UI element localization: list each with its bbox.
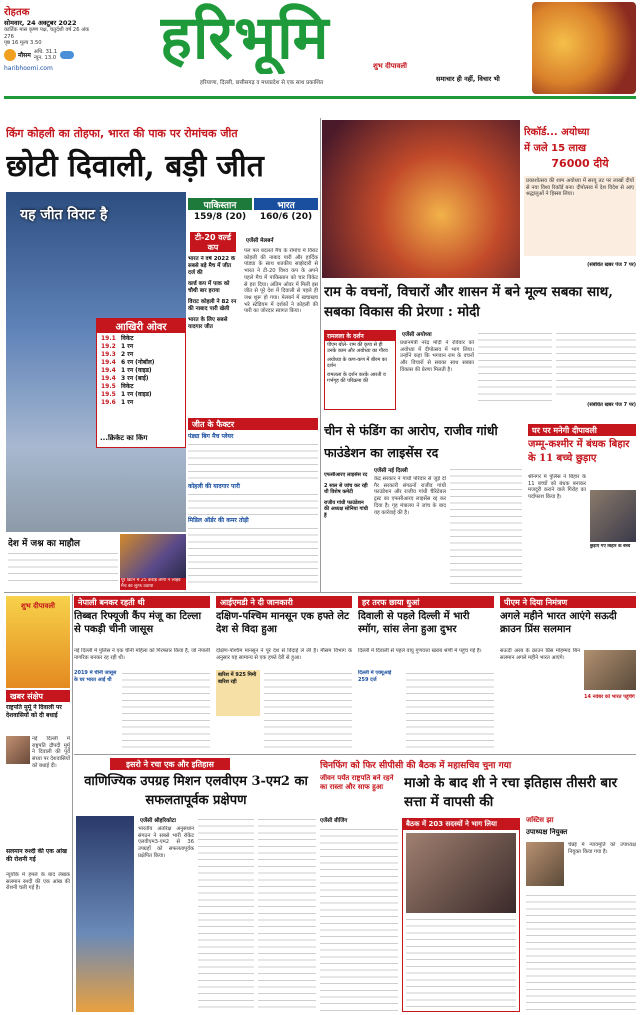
modi-box-item: पीएम बोले- राम की कृपा से ही उनके काम और अयोध्या का गौरव bbox=[327, 342, 388, 355]
row2-quote: 2019 में चीनी जासूस के घर भारत आई थी bbox=[74, 670, 117, 683]
china-party-box-title: बैठक में 203 सदस्यों ने भाग लिया bbox=[403, 819, 519, 830]
row2-side: दिल्ली में एक्यूआई 259 दर्ज bbox=[358, 670, 392, 683]
logo: हरिभूमि bbox=[160, 3, 330, 73]
right-bottom-label: उपाध्यक्ष नियुक्त bbox=[526, 828, 568, 836]
row2-headline: दक्षिण-पश्चिम मानसून एक हफ्ते लेट देश से विदा हुआ bbox=[216, 611, 350, 635]
last-over-row bbox=[101, 391, 181, 399]
issue-date: सोमवार, 24 अक्टूबर 2022 bbox=[4, 19, 77, 27]
row2-band: पीएम ने दिया निमंत्रण bbox=[500, 596, 636, 608]
masthead-rule bbox=[4, 96, 636, 99]
china-side-item: एफसीआरए लाइसेंस रद bbox=[324, 472, 368, 478]
over-ball: 19.5 bbox=[101, 391, 116, 398]
cloud-icon bbox=[60, 51, 74, 59]
celebration-text bbox=[8, 550, 118, 586]
row2-body: दक्षिण-पश्चिम मानसून ने पूरे देश से विदाई ले ली है। मौसम विभाग के अनुसार यह सामान्य से एक हफ्ते देरी से हुआ। bbox=[216, 648, 352, 661]
celebration-head: देश में जश्न का माहौल bbox=[8, 539, 81, 548]
celebration-caption: पूरे ब्रिटेन में 25 करोड़ लोगों ने लाइव मैच का लुत्फ उठाया bbox=[120, 578, 186, 590]
china-side bbox=[324, 472, 370, 592]
festival-badge: शुभ दीपावली bbox=[373, 62, 407, 70]
masthead bbox=[0, 0, 640, 100]
right-bottom-head: जस्टिस झा bbox=[526, 816, 554, 824]
over-result: 1 रन bbox=[121, 399, 134, 406]
row-divider bbox=[74, 754, 636, 755]
over-ball: 19.2 bbox=[101, 343, 116, 350]
last-over-row bbox=[101, 351, 181, 359]
salman-photo bbox=[584, 650, 636, 690]
isro-body-col bbox=[258, 816, 316, 1012]
slogan: समाचार ही नहीं, विचार भी bbox=[436, 75, 500, 83]
modi-box-item: अयोध्या के कण-कण में बीरम का दर्शन bbox=[327, 356, 387, 370]
row-divider bbox=[4, 592, 636, 593]
weather-max-label: अधि. bbox=[33, 48, 44, 55]
over-result: 1 रन (वाइड) bbox=[121, 367, 152, 374]
row2-body: सऊदी अरब के क्राउन प्रिंस मोहम्मद बिन सलमान अगले महीने भारत आएंगे। bbox=[500, 648, 580, 661]
score-ind-label: भारत bbox=[254, 198, 318, 210]
ayodhya-head1: रिकॉर्ड... अयोध्या bbox=[524, 127, 590, 138]
jk-kicker: घर पर मनेगी दीपावली bbox=[528, 424, 636, 436]
china-side-item: राजीव गांधी फाउंडेशन की अध्यक्ष सोनिया गांधी हैं bbox=[324, 499, 368, 519]
modi-body-col bbox=[478, 330, 552, 406]
row2-body-col bbox=[264, 670, 352, 750]
murmu-photo bbox=[6, 736, 30, 764]
last-over-row bbox=[101, 383, 181, 391]
isro-dateline: एजेंसी श्रीहरिकोटा bbox=[140, 818, 176, 824]
row2-side: 14 नवंबर को भारत पहुंचेंगे bbox=[584, 694, 635, 700]
over-result: 2 रन bbox=[121, 351, 134, 358]
score-pak: 159/8 (20) bbox=[193, 212, 247, 222]
ayodhya-note: (संबंधित खबर पेज 7 पर) bbox=[587, 262, 636, 268]
sankshep-item1-body: नई दिल्ली में राष्ट्रपति द्रौपदी मुर्मू ने दिवाली की पूर्व संध्या पर देशवासियों को बधाई दी। bbox=[32, 736, 70, 769]
website[interactable]: haribhoomi.com bbox=[4, 64, 53, 72]
isro-kicker: इसरो ने रचा एक और इतिहास bbox=[110, 758, 230, 770]
modi-box bbox=[324, 330, 396, 410]
lead-kicker: किंग कोहली का तोहफा, भारत की पाक पर रोमांचक जीत bbox=[6, 127, 238, 140]
china-dateline: एजेंसी नई दिल्ली bbox=[374, 468, 408, 474]
column-divider bbox=[320, 118, 321, 592]
right-bottom-text bbox=[526, 892, 636, 1012]
pages-price: पृष्ठ 16 मूल्य 3.50 bbox=[4, 40, 42, 47]
score-pak-label: पाकिस्तान bbox=[188, 198, 252, 210]
ayodhya-head3: 76000 दीये bbox=[551, 157, 609, 170]
factor-text bbox=[188, 441, 318, 481]
photo-caption: यह जीत विराट है bbox=[20, 207, 108, 223]
factor-band: जीत के फैक्टर bbox=[188, 418, 318, 430]
jk-body: श्रीनगर में पुलिस ने बिहार के 11 बच्चों को बंधक बनाकर मजदूरी कराने वाले गिरोह का पर्दाफाश किया है। bbox=[528, 474, 586, 501]
weather-label: मौसम bbox=[18, 52, 31, 60]
sidebar-note: वर्ल्ड कप में पाक को चौथी बार हराया bbox=[188, 281, 230, 294]
modi-box-item: रामलला के दर्शन करके आरती व गर्भगृह की परिक्रमा की bbox=[327, 371, 386, 385]
china-party-pull: जीवन पर्यंत राष्ट्रपति बने रहने का रास्ता और साफ हुआ bbox=[320, 774, 394, 791]
row2-body: नई दिल्ली में पुलिस ने एक चीनी महिला को गिरफ्तार किया है, जो नेपाली नागरिक बनकर रह रही थी। bbox=[74, 648, 210, 661]
china-body: केंद्र सरकार ने गांधी परिवार से जुड़े दो गैर सरकारी संगठनों राजीव गांधी फाउंडेशन और राजीव गांधी चैरिटेबल ट्रस्ट का एफसीआरए लाइसेंस रद्द कर दिया है। गृह मंत्रालय ने जांच के बाद यह कार्रवाई की है। bbox=[374, 476, 446, 516]
t20-badge: टी-20 वर्ल्ड कप bbox=[190, 232, 236, 252]
jk-photo bbox=[590, 490, 636, 542]
sidebar-note: भारत ने वर्ष 2022 के सबसे बड़े मैच में जीत दर्ज की bbox=[188, 256, 236, 276]
china-party-box bbox=[402, 818, 520, 1012]
over-result: विकेट bbox=[121, 335, 134, 342]
last-over-row bbox=[101, 367, 181, 375]
modi-box-title: रामलला के दर्शन bbox=[325, 331, 395, 341]
last-over-list bbox=[97, 333, 185, 409]
lead-sidebar bbox=[188, 256, 238, 416]
over-ball: 19.4 bbox=[101, 359, 116, 366]
over-ball: 19.6 bbox=[101, 399, 116, 406]
hindi-date: कार्तिक मास कृष्ण पक्ष, चतुर्दशी वर्ष 26 अंक 276 bbox=[4, 27, 90, 40]
lead-headline: छोटी दिवाली, बड़ी जीत bbox=[6, 149, 264, 184]
right-bottom-body: चेन्नई में न्यायमूर्ति को उपाध्यक्ष नियुक्त किया गया है। bbox=[568, 842, 636, 855]
sidebar-note: भारत के लिए सबसे यादगार जीत bbox=[188, 317, 228, 330]
edition-city: रोहतक bbox=[4, 7, 30, 18]
ayodhya-head2: में जले 15 लाख bbox=[524, 143, 587, 154]
sun-icon bbox=[4, 49, 16, 61]
china-headline: चीन से फंडिंग का आरोप, राजीव गांधी फाउंडेशन का लाइसेंस रद bbox=[324, 423, 498, 460]
rocket-photo bbox=[76, 816, 134, 1012]
factor-sub3: मिडिल ऑर्डर की कमर तोड़ी bbox=[188, 517, 249, 524]
sankshep-item1-head: राष्ट्रपति मुर्मू ने दिवाली पर देशवासियों को दी बधाई bbox=[6, 704, 62, 719]
china-side-item: 2 साल से जांच कर रही थी विशेष कमेटी bbox=[324, 482, 368, 495]
last-over-row bbox=[101, 375, 181, 383]
over-result: विकेट bbox=[121, 383, 134, 390]
last-over-row bbox=[101, 343, 181, 351]
row2-body: दिल्ली में दिवाली से पहले वायु गुणवत्ता खराब श्रेणी में पहुंच गई है। bbox=[358, 648, 482, 654]
modi-headline: राम के वचनों, विचारों और शासन में बने मूल्य सबका साथ, सबका विकास की प्रेरणा : मोदी bbox=[324, 284, 613, 320]
last-over-row bbox=[101, 359, 181, 367]
lead-dateline: एजेंसी मेलबर्न bbox=[246, 238, 274, 244]
weather-min: 13.0 bbox=[44, 55, 57, 62]
judge-photo bbox=[526, 842, 564, 886]
lead-body: पल पल बदलते मैच के रोमांच में विराट कोहली की नाबाद पारी और हार्दिक पांड्या के साथ शतकीय साझेदारी से भारत ने टी-20 विश्व कप के अपने पहले मैच में पाकिस्तान को चार विकेट से हरा दिया। अंतिम ओवर में मिली इस जीत से पूरे देश में दिवाली से पहले ही जश्न शुरू हो गया। मेलबर्न में खचाखच भरे स्टेडियम में दर्शकों ने कोहली की पारी का जोरदार स्वागत किया। bbox=[244, 248, 318, 315]
last-over-box bbox=[96, 318, 186, 448]
modi-body-col bbox=[556, 330, 636, 400]
row2-side: बारिश में 925 मिमी बारिश रही bbox=[216, 670, 260, 716]
row2-body-col bbox=[406, 670, 494, 750]
factor-text bbox=[188, 491, 318, 515]
sankshep-item2-head: सलमान रुश्दी की एक आंख की रोशनी गई bbox=[6, 848, 67, 863]
modi-note: (संबंधित खबर पेज 7 पर) bbox=[587, 402, 636, 408]
ayodhya-body: प्रकाशोत्सव की शाम अयोध्या में सरयू तट पर लाखों दीयों से नया विश्व रिकॉर्ड बना। दीपोत्सव में देश विदेश से आए श्रद्धालुओं ने हिस्सा लिया। bbox=[524, 176, 636, 256]
row2-band: हर तरफ छाया धुआं bbox=[358, 596, 494, 608]
isro-headline: वाणिज्यिक उपग्रह मिशन एलवीएम 3-एम2 का सफलतापूर्वक प्रक्षेपण bbox=[84, 774, 308, 808]
china-body-col bbox=[450, 466, 522, 588]
ayodhya-photo bbox=[322, 120, 520, 278]
china-party-body-col bbox=[320, 826, 398, 1012]
crowd-photo bbox=[120, 534, 186, 578]
xi-photo bbox=[406, 833, 516, 913]
over-ball: 19.4 bbox=[101, 375, 116, 382]
masthead-date-box bbox=[4, 4, 124, 96]
sankshep-item2-body: न्यूयॉर्क में हमले के बाद लेखक सलमान रुश्दी की एक आंख की रोशनी चली गई है। bbox=[6, 872, 70, 892]
over-result: 3 रन (बाई) bbox=[121, 375, 149, 382]
last-over-note: ...क्रिकेट का किंग bbox=[100, 434, 148, 442]
jk-headline: जम्मू-कश्मीर में बंधक बिहार के 11 बच्चे छुड़ाए bbox=[528, 439, 630, 464]
weather-max: 31.1 bbox=[45, 48, 58, 55]
modi-body: प्रधानमंत्री नरेंद्र मोदी ने रविवार को अयोध्या में दीपोत्सव में भाग लिया। उन्होंने कहा कि भगवान राम के वचनों और विचारों से सबका साथ सबका विकास की प्रेरणा मिलती है। bbox=[400, 340, 474, 373]
jk-photo-caption: छुड़ाए गए बिहार के बच्चे bbox=[590, 544, 631, 549]
row2-headline: दिवाली से पहले दिल्ली में भारी स्मॉग, सांस लेना हुआ दुभर bbox=[358, 611, 470, 635]
row2-body-col bbox=[122, 670, 210, 750]
row2-headline: तिब्बत रिफ्यूजी कैंप मंजू का टिल्ला से पकड़ी चीनी जासूस bbox=[74, 611, 202, 635]
left-ad-text: शुभ दीपावली bbox=[21, 602, 55, 610]
score-ind: 160/6 (20) bbox=[259, 212, 313, 222]
factor-sub2: कोहली की यादगार पारी bbox=[188, 483, 240, 490]
deities-image bbox=[532, 2, 636, 94]
weather-box bbox=[4, 49, 124, 62]
factor-text bbox=[188, 525, 318, 587]
left-ad bbox=[6, 596, 70, 688]
over-ball: 19.5 bbox=[101, 383, 116, 390]
sankshep-band: खबर संक्षेप bbox=[6, 690, 70, 702]
row2-band: आईएमडी ने दी जानकारी bbox=[216, 596, 352, 608]
tagline: हरियाणा, दिल्ली, छत्तीसगढ़ व मध्यप्रदेश से एक साथ प्रकाशित bbox=[200, 80, 324, 86]
china-party-kicker: चिनफिंग को फिर सीपीसी की बैठक में महासचिव चुना गया bbox=[320, 761, 512, 770]
over-result: 1 रन bbox=[121, 343, 134, 350]
last-over-row bbox=[101, 399, 181, 407]
over-ball: 19.4 bbox=[101, 367, 116, 374]
over-ball: 19.1 bbox=[101, 335, 116, 342]
isro-body: भारतीय अंतरिक्ष अनुसंधान संगठन ने सबसे भारी रॉकेट एलवीएम3-एम2 से 36 उपग्रहों को सफलतापूर्वक प्रक्षेपित किया। bbox=[138, 826, 194, 859]
column-divider bbox=[72, 594, 73, 1012]
china-party-box-text bbox=[406, 916, 516, 1012]
china-party-dateline: एजेंसी बीजिंग bbox=[320, 818, 348, 824]
over-result: 1 रन (वाइड) bbox=[121, 391, 152, 398]
over-ball: 19.3 bbox=[101, 351, 116, 358]
china-party-headline: माओ के बाद शी ने रचा इतिहास तीसरी बार सत्ता में वापसी की bbox=[404, 775, 618, 810]
last-over-title: आखिरी ओवर bbox=[97, 319, 185, 333]
modi-dateline: एजेंसी अयोध्या bbox=[402, 332, 432, 338]
over-result: 6 रन (नोबॉल) bbox=[121, 359, 155, 366]
weather-min-label: न्यून. bbox=[33, 55, 43, 62]
sidebar-note: विराट कोहली ने 82 रन की नाबाद पारी खेली bbox=[188, 299, 237, 312]
factor-sub: पंड्या बिग मैच प्लेयर bbox=[188, 433, 234, 440]
row2-headline: अगले महीने भारत आएंगे सऊदी क्राउन प्रिंस सलमान bbox=[500, 611, 617, 635]
isro-body-col bbox=[198, 816, 254, 1012]
last-over-row bbox=[101, 335, 181, 343]
row2-band: नेपाली बनकर रहती थी bbox=[74, 596, 210, 608]
